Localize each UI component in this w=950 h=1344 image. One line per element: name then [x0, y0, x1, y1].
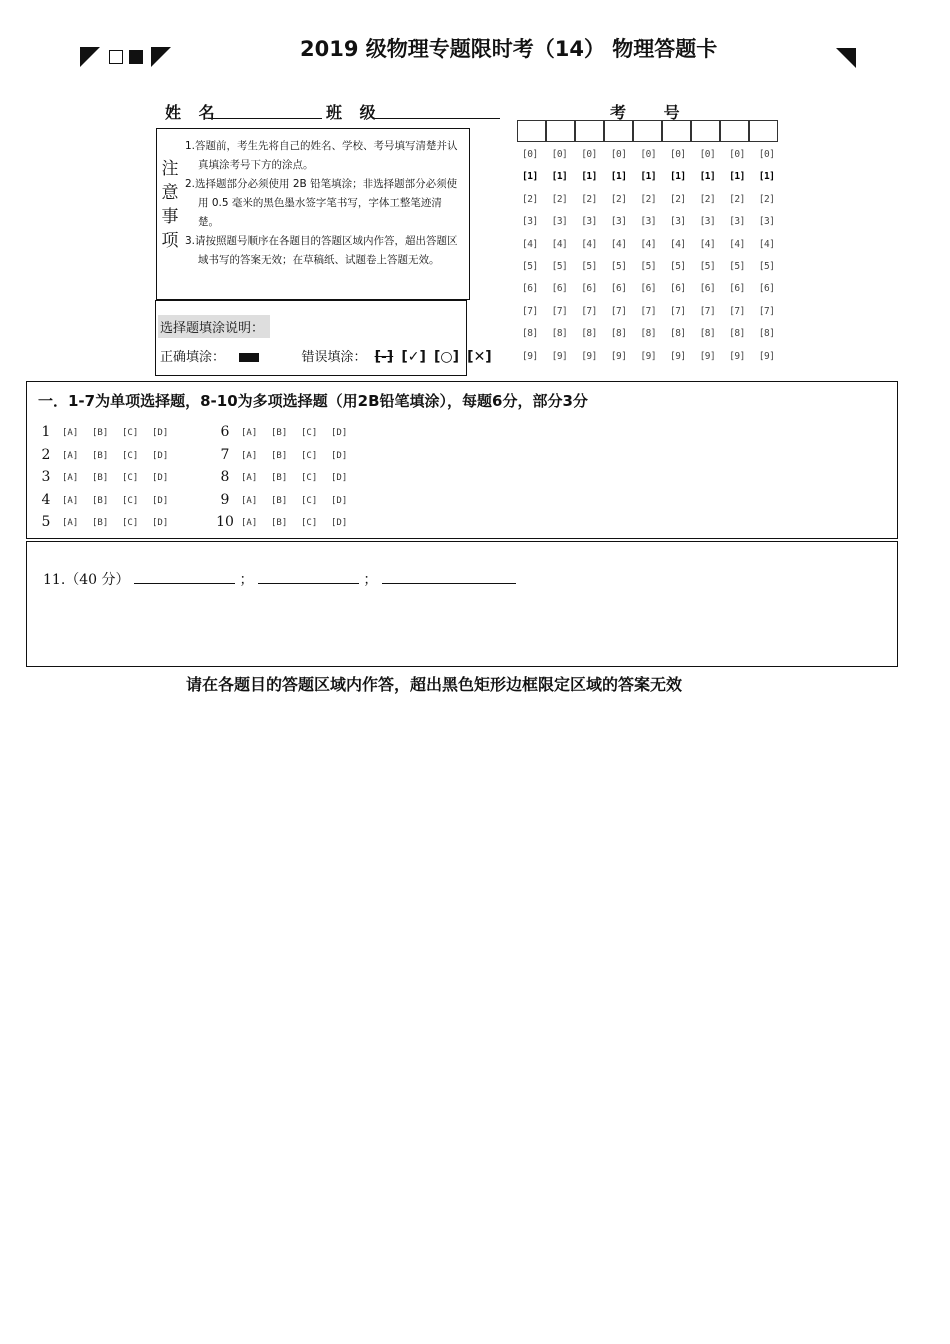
- exam-number-bubble[interactable]: [7]: [758, 305, 775, 317]
- choice-bubble-d[interactable]: [D]: [331, 473, 348, 484]
- exam-number-bubble[interactable]: [0]: [581, 149, 597, 160]
- exam-number-digit-row: [522, 194, 788, 205]
- exam-number-bubble[interactable]: [1]: [758, 171, 775, 183]
- question-number: 7: [220, 446, 230, 463]
- exam-number-digit-row: [522, 261, 788, 272]
- exam-number-bubble[interactable]: [8]: [729, 328, 745, 340]
- exam-number-bubble[interactable]: [1]: [699, 171, 716, 183]
- choice-bubble-b[interactable]: [B]: [271, 450, 288, 461]
- exam-number-bubble[interactable]: [8]: [551, 328, 568, 340]
- exam-number-bubble[interactable]: [0]: [669, 149, 686, 160]
- exam-number-bubble[interactable]: [0]: [640, 149, 657, 160]
- wrong-fill-circle-icon: [○]: [434, 349, 460, 365]
- question-number: 10: [216, 514, 234, 531]
- exam-number-bubble[interactable]: [8]: [581, 328, 597, 340]
- exam-number-cell[interactable]: [662, 120, 691, 142]
- exam-number-bubble[interactable]: [9]: [699, 350, 716, 362]
- exam-number-bubble[interactable]: [7]: [551, 305, 568, 317]
- wrong-fill-label: 错误填涂：: [301, 350, 367, 365]
- exam-number-bubble[interactable]: [2]: [640, 193, 657, 205]
- exam-number-bubble[interactable]: [1]: [729, 171, 745, 183]
- q11-answer-blank-1[interactable]: [134, 569, 235, 584]
- exam-number-bubble[interactable]: [6]: [669, 283, 686, 295]
- choice-section: [26, 381, 898, 539]
- question-number: 9: [220, 491, 230, 508]
- wrong-fill-check-icon: [✓]: [401, 349, 426, 365]
- question-number: 6: [220, 424, 230, 440]
- exam-number-digit-row: [522, 351, 788, 362]
- q11-label: 11.（40 分）: [43, 572, 130, 588]
- choice-bubble-d[interactable]: [D]: [152, 428, 169, 438]
- exam-number-bubble[interactable]: [2]: [581, 193, 597, 205]
- choice-bubble-d[interactable]: [D]: [331, 428, 348, 438]
- choice-bubble-d[interactable]: [D]: [152, 473, 169, 484]
- exam-number-bubble[interactable]: [1]: [640, 171, 657, 183]
- corner-mark-left: [80, 47, 100, 67]
- q11-section: [26, 541, 898, 667]
- exam-number-bubble[interactable]: [3]: [522, 216, 538, 228]
- footer-warning: 请在各题目的答题区域内作答，超出黑色矩形边框限定区域的答案无效: [186, 675, 683, 694]
- exam-number-bubble[interactable]: [9]: [610, 350, 627, 362]
- choice-bubble-b[interactable]: [B]: [92, 428, 109, 438]
- exam-number-bubble[interactable]: [9]: [581, 350, 597, 362]
- choice-bubble-c[interactable]: [C]: [301, 450, 318, 461]
- exam-number-cell[interactable]: [720, 120, 749, 142]
- exam-number-bubble[interactable]: [6]: [522, 283, 538, 295]
- note-item-1: 1.答题前，考生先将自己的姓名、学校、考号填写清楚并认真填涂考号下方的涂点。: [185, 140, 458, 171]
- choice-bubble-a[interactable]: [A]: [241, 495, 258, 506]
- exam-number-bubble[interactable]: [7]: [729, 305, 745, 317]
- choice-bubble-a[interactable]: [A]: [241, 518, 258, 529]
- fill-examples: [160, 346, 492, 365]
- exam-number-grid: [517, 120, 778, 362]
- q11-answer-blank-3[interactable]: [382, 569, 516, 584]
- exam-number-cell[interactable]: [749, 120, 778, 142]
- exam-number-label: 考 号: [610, 103, 696, 122]
- exam-number-bubble[interactable]: [9]: [640, 350, 657, 362]
- exam-number-bubble[interactable]: [2]: [522, 193, 538, 205]
- q11-line: [43, 569, 516, 589]
- registration-square-empty: [109, 50, 123, 64]
- exam-number-bubble[interactable]: [3]: [669, 216, 686, 228]
- choice-bubble-d[interactable]: [D]: [152, 450, 169, 461]
- exam-number-bubble[interactable]: [0]: [729, 149, 745, 160]
- q11-separator: ；: [363, 572, 378, 588]
- exam-number-bubble[interactable]: [9]: [669, 350, 686, 362]
- exam-number-bubble[interactable]: [1]: [581, 171, 597, 183]
- exam-number-bubble[interactable]: [6]: [699, 283, 716, 295]
- correct-fill-label: 正确填涂：: [160, 350, 226, 365]
- exam-number-digit-row: [522, 306, 788, 317]
- exam-number-bubble[interactable]: [6]: [640, 283, 657, 295]
- exam-number-bubble[interactable]: [5]: [758, 261, 775, 272]
- choice-bubble-c[interactable]: [C]: [122, 518, 139, 529]
- exam-number-bubble[interactable]: [3]: [640, 216, 657, 228]
- wrong-fill-cross-icon: [✕]: [467, 349, 492, 365]
- exam-number-bubble[interactable]: [5]: [729, 261, 745, 272]
- notes-heading-char: 注: [161, 159, 179, 179]
- choice-bubble-a[interactable]: [A]: [62, 450, 79, 461]
- note-item-3: 3.请按照题号顺序在各题目的答题区域内作答，超出答题区域书写的答案无效；在草稿纸、试题卷上答题无效。: [185, 235, 458, 266]
- exam-number-bubble[interactable]: [5]: [551, 261, 568, 272]
- exam-number-bubble[interactable]: [7]: [581, 305, 597, 317]
- choice-bubble-a[interactable]: [A]: [62, 518, 79, 529]
- exam-number-bubble[interactable]: [8]: [640, 328, 657, 340]
- exam-number-bubble[interactable]: [5]: [522, 261, 538, 272]
- exam-number-cell[interactable]: [691, 120, 720, 142]
- exam-number-bubble[interactable]: [7]: [699, 305, 716, 317]
- exam-number-bubble[interactable]: [3]: [610, 216, 627, 228]
- choice-bubble-c[interactable]: [C]: [122, 473, 139, 484]
- choice-bubble-b[interactable]: [B]: [92, 473, 109, 484]
- choice-bubble-b[interactable]: [B]: [271, 473, 288, 484]
- exam-number-bubble[interactable]: [6]: [729, 283, 745, 295]
- q11-answer-blank-2[interactable]: [258, 569, 359, 584]
- exam-number-digit-row: [522, 216, 788, 227]
- exam-number-bubble[interactable]: [0]: [699, 149, 716, 160]
- exam-number-bubble[interactable]: [7]: [522, 305, 538, 317]
- choice-bubble-c[interactable]: [C]: [301, 428, 318, 438]
- choice-bubble-d[interactable]: [D]: [331, 518, 348, 529]
- exam-number-digit-row: [522, 283, 788, 294]
- exam-number-digit-row: [522, 239, 788, 250]
- exam-number-bubble[interactable]: [4]: [581, 238, 597, 250]
- notes-heading-char: 项: [161, 231, 179, 251]
- wrong-fill-strike-icon: [-]: [374, 349, 394, 365]
- exam-number-bubble[interactable]: [5]: [581, 261, 597, 272]
- exam-number-digit-row: [522, 171, 788, 182]
- choice-bubble-b[interactable]: [B]: [271, 428, 288, 438]
- exam-number-bubble[interactable]: [0]: [610, 149, 627, 160]
- choice-bubble-d[interactable]: [D]: [331, 450, 348, 461]
- choice-bubble-b[interactable]: [B]: [92, 518, 109, 529]
- exam-number-cell[interactable]: [575, 120, 604, 142]
- choice-bubble-c[interactable]: [C]: [122, 428, 139, 438]
- exam-number-bubble[interactable]: [7]: [640, 305, 657, 317]
- exam-number-bubble[interactable]: [8]: [669, 328, 686, 340]
- question-number: 2: [41, 446, 51, 463]
- question-number: 4: [41, 491, 51, 508]
- choice-section-heading: 一．1-7为单项选择题，8-10为多项选择题（用2B铅笔填涂），每题6分，部分3分: [38, 392, 588, 410]
- choice-bubble-d[interactable]: [D]: [331, 495, 348, 506]
- choice-bubble-a[interactable]: [A]: [241, 473, 258, 484]
- exam-number-bubble[interactable]: [7]: [610, 305, 627, 317]
- choice-bubble-a[interactable]: [A]: [241, 428, 258, 438]
- exam-number-bubble[interactable]: [6]: [581, 283, 597, 295]
- exam-number-bubble[interactable]: [7]: [669, 305, 686, 317]
- choice-bubble-a[interactable]: [A]: [62, 495, 79, 506]
- question-number: 1: [41, 424, 51, 440]
- notes-heading: [159, 157, 181, 253]
- exam-number-cell[interactable]: [633, 120, 662, 142]
- fill-instructions-box: [155, 300, 492, 376]
- choice-bubble-c[interactable]: [C]: [301, 518, 318, 529]
- exam-number-bubble[interactable]: [4]: [669, 238, 686, 250]
- corner-mark-center: [151, 47, 171, 67]
- choice-bubble-d[interactable]: [D]: [152, 518, 169, 529]
- question-number: 3: [41, 469, 51, 486]
- exam-number-bubble[interactable]: [4]: [758, 238, 775, 250]
- exam-number-bubble[interactable]: [6]: [551, 283, 568, 295]
- notes-heading-char: 意: [161, 183, 179, 203]
- exam-number-digit-row: [522, 149, 788, 160]
- exam-number-bubble[interactable]: [5]: [699, 261, 716, 272]
- exam-number-bubble[interactable]: [3]: [581, 216, 597, 228]
- exam-number-bubble[interactable]: [4]: [640, 238, 657, 250]
- exam-number-bubble[interactable]: [4]: [610, 238, 627, 250]
- page-title: 2019 级物理专题限时考（14） 物理答题卡: [300, 37, 718, 61]
- exam-number-bubble[interactable]: [0]: [551, 149, 568, 160]
- exam-number-digit-row: [522, 328, 788, 339]
- exam-number-bubble[interactable]: [3]: [729, 216, 745, 228]
- exam-number-bubble[interactable]: [4]: [551, 238, 568, 250]
- exam-number-bubble[interactable]: [2]: [699, 193, 716, 205]
- exam-number-bubble[interactable]: [1]: [522, 171, 538, 183]
- exam-number-bubble[interactable]: [3]: [758, 216, 775, 228]
- note-item-2: 2.选择题部分必须使用 2B 铅笔填涂；非选择题部分必须使用 0.5 毫米的黑色墨水签字笔书写，字体工整笔迹清楚。: [185, 178, 458, 228]
- exam-number-cell[interactable]: [517, 120, 546, 142]
- choice-bubble-a[interactable]: [A]: [241, 450, 258, 461]
- question-number: 8: [220, 469, 230, 486]
- class-label: 班 级: [326, 103, 382, 122]
- fill-instructions-title: 选择题填涂说明：: [158, 315, 270, 338]
- choice-bubble-b[interactable]: [B]: [92, 495, 109, 506]
- exam-number-bubble[interactable]: [0]: [522, 149, 538, 160]
- correct-fill-swatch: [239, 353, 259, 362]
- choice-bubble-c[interactable]: [C]: [301, 473, 318, 484]
- name-field[interactable]: [208, 100, 322, 119]
- exam-number-bubble[interactable]: [9]: [758, 350, 775, 362]
- notes-heading-char: 事: [161, 207, 179, 227]
- exam-number-bubble[interactable]: [2]: [758, 193, 775, 205]
- choice-bubble-c[interactable]: [C]: [122, 495, 139, 506]
- exam-number-bubble[interactable]: [8]: [699, 328, 716, 340]
- exam-number-bubble[interactable]: [2]: [610, 193, 627, 205]
- exam-number-bubble[interactable]: [6]: [610, 283, 627, 295]
- exam-number-bubble[interactable]: [9]: [729, 350, 745, 362]
- exam-number-cells: [517, 120, 778, 142]
- choice-bubble-a[interactable]: [A]: [62, 428, 79, 438]
- notes-list: [185, 137, 461, 270]
- exam-number-bubble[interactable]: [3]: [699, 216, 716, 228]
- exam-number-bubble[interactable]: [5]: [669, 261, 686, 272]
- exam-number-bubble[interactable]: [9]: [522, 350, 538, 362]
- exam-number-cell[interactable]: [604, 120, 633, 142]
- exam-number-bubble[interactable]: [0]: [758, 149, 775, 160]
- exam-number-bubble[interactable]: [2]: [551, 193, 568, 205]
- registration-square-filled: [129, 50, 143, 64]
- exam-number-bubble[interactable]: [8]: [522, 328, 538, 340]
- exam-number-bubble[interactable]: [2]: [669, 193, 686, 205]
- exam-number-bubble[interactable]: [5]: [610, 261, 627, 272]
- question-number: 5: [41, 514, 51, 531]
- exam-number-bubble[interactable]: [6]: [758, 283, 775, 295]
- exam-number-bubble[interactable]: [4]: [729, 238, 745, 250]
- corner-mark-right: [836, 48, 856, 68]
- q11-separator: ；: [239, 572, 254, 588]
- exam-number-bubble[interactable]: [1]: [610, 171, 627, 183]
- name-label: 姓 名: [165, 103, 221, 122]
- choice-bubble-b[interactable]: [B]: [271, 518, 288, 529]
- exam-number-bubble[interactable]: [4]: [522, 238, 538, 250]
- choice-bubble-c[interactable]: [C]: [301, 495, 318, 506]
- exam-number-bubble[interactable]: [1]: [551, 171, 568, 183]
- exam-number-cell[interactable]: [546, 120, 575, 142]
- exam-number-bubble[interactable]: [8]: [758, 328, 775, 340]
- choice-bubble-d[interactable]: [D]: [152, 495, 169, 506]
- class-field[interactable]: [374, 100, 500, 119]
- exam-number-bubble[interactable]: [9]: [551, 350, 568, 362]
- choice-bubble-b[interactable]: [B]: [92, 450, 109, 461]
- exam-number-bubble[interactable]: [3]: [551, 216, 568, 228]
- choice-bubble-a[interactable]: [A]: [62, 473, 79, 484]
- exam-number-bubble[interactable]: [2]: [729, 193, 745, 205]
- notes-box: [156, 128, 470, 300]
- choice-bubble-b[interactable]: [B]: [271, 495, 288, 506]
- exam-number-bubble[interactable]: [1]: [669, 171, 686, 183]
- exam-number-bubble[interactable]: [4]: [699, 238, 716, 250]
- exam-number-bubble[interactable]: [8]: [610, 328, 627, 340]
- choice-bubble-c[interactable]: [C]: [122, 450, 139, 461]
- exam-number-bubble[interactable]: [5]: [640, 261, 657, 272]
